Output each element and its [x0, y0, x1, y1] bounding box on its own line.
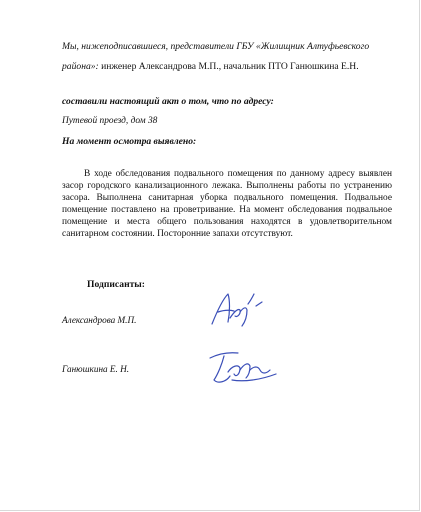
act-statement: составили настоящий акт о том, что по адресу: — [62, 96, 274, 107]
signers-title: Подписанты: — [87, 279, 145, 290]
intro-rest-text: инженер Александрова М.П., начальник ПТО Ганюшкина Е.Н. — [98, 61, 359, 72]
signer-name-1: Александрова М.П. — [62, 315, 137, 325]
handwritten-signature-icon — [200, 286, 272, 334]
inspection-heading: На момент осмотра выявлено: — [62, 136, 197, 147]
signer-name-2: Ганюшкина Е. Н. — [62, 364, 130, 374]
inspection-body-paragraph: В ходе обследования подвального помещения по данному адресу выявлен засор городского канализационного лежака. Выполнены работы по устранению засора. Выполнена санитарная уборка подвального помещения. Подвальное помещение поставлено на проветривание. На момент обследования подвальное помещение и места общего пользования находятся в удовлетворительном санитарном состоянии. Посторонние запахи отсутствуют. — [62, 169, 392, 239]
handwritten-signature-icon — [204, 344, 284, 390]
intro-paragraph — [62, 37, 392, 76]
intro-italic-text: Мы, нижеподписавшиеся, представители ГБУ «Жилищник Алтуфьевского — [62, 41, 370, 52]
intro-italic-text-2: района»: — [62, 61, 99, 72]
address-line: Путевой проезд, дом 38 — [62, 116, 158, 126]
intro-line-2 — [62, 57, 392, 76]
